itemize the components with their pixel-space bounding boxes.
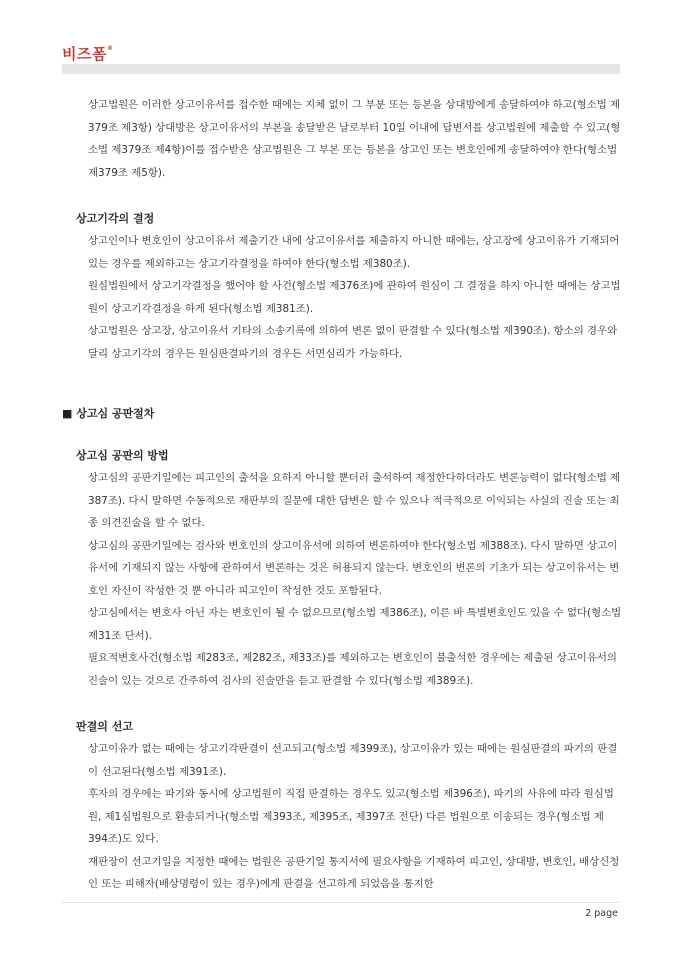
subheading: 판결의 선고 [76, 720, 133, 733]
page-header [0, 0, 680, 75]
spacer [62, 184, 622, 208]
paragraph: 후자의 경우에는 파기와 동시에 상고법원이 직접 판결하는 경우도 있고(형소법 제396조), 파기의 사유에 따라 원심법원, 제1심법원으로 환송되거나(형소법 제393조, 제395조, 제397조 전단) 다른 법원으로 이송되는 경우(형소법 제394조)도 있다. [88, 788, 614, 845]
header-divider-bar [62, 64, 620, 74]
footer-divider [62, 902, 620, 903]
paragraph: 상고심에서는 변호사 아닌 자는 변호인이 될 수 없으므로(형소법 제386조), 이른 바 특별변호인도 있을 수 없다(형소법 제31조 단서). [88, 607, 622, 642]
section-heading: ■ 상고심 공판절차 [62, 407, 155, 420]
logo-registered-mark: ® [106, 45, 114, 52]
paragraph: 상고심의 공판기일에는 검사와 변호인의 상고이유서에 의하여 변론하여야 한다(형소법 제388조). 다시 말하면 상고이유서에 기재되지 않는 사항에 관하여서 변론하는 것은 허용되지 않는다. 변호인의 변론의 기초가 되는 상고이유서는 변호인 자신이 작성한 것 뿐 아니라 피고인이 작성한 것도 포함된다. [88, 539, 620, 597]
bizform-logo [62, 43, 113, 64]
subheading: 상고심 공판의 방법 [76, 449, 169, 462]
paragraph: 원심법원에서 상고기각결정을 했어야 할 사건(형소법 제376조)에 관하여 원심이 그 결정을 하지 아니한 때에는 상고법원이 상고기각결정을 하게 된다(형소법 제381조). [88, 280, 621, 315]
subheading: 상고기각의 결정 [76, 212, 155, 225]
spacer [62, 692, 622, 716]
paragraph: 필요적변호사건(형소법 제283조, 제282조, 제33조)를 제외하고는 변호인이 불출석한 경우에는 제출된 상고이유서의 진술이 있는 것으로 간주하여 검사의 진술만을 듣고 판결할 수 있다(형소법 제389조). [88, 652, 617, 687]
document-body [62, 94, 622, 896]
paragraph: 재판장이 선고기일을 지정한 때에는 법원은 공판기일 통지서에 필요사항을 기재하여 피고인, 상대방, 변호인, 배상신청인 또는 피해자(배상명령이 있는 경우)에게 판결을 선고하게 되었음을 통지한 [88, 855, 620, 890]
paragraph: 상고인이나 변호인이 상고이유서 제출기간 내에 상고이유서를 제출하지 아니한 때에는, 상고장에 상고이유가 기재되어 있는 경우를 제외하고는 상고기각결정을 하여야 한다(형소법 제380조). [88, 235, 620, 270]
spacer [62, 365, 622, 403]
paragraph: 상고법원은 상고장, 상고이유서 기타의 소송기록에 의하여 변론 없이 판결할 수 있다(형소법 제390조). 항소의 경우와 달리 상고기각의 경우든 원심판결파기의 경우든 서면심리가 가능하다. [88, 325, 618, 360]
logo-text: 비즈폼 [62, 45, 107, 63]
spacer [62, 425, 622, 445]
page-number: 2 page [585, 908, 618, 919]
paragraph: 상고심의 공판기일에는 피고인의 출석을 요하지 아니할 뿐더러 출석하여 재정한다하더라도 변론능력이 없다(형소법 제387조). 다시 말하면 수동적으로 재판부의 질문에 대한 답변은 할 수 있으나 적극적으로 이익되는 사실의 진술 또는 최종 의견진술을 할 수 없다. [88, 472, 621, 529]
paragraph: 상고이유가 없는 때에는 상고기각판결이 선고되고(형소법 제399조), 상고이유가 있는 때에는 원심판결의 파기의 판결이 선고된다(형소법 제391조). [88, 743, 618, 778]
paragraph: 상고법원은 이러한 상고이유서를 접수한 때에는 지체 없이 그 부분 또는 등본을 상대방에게 송달하여야 하고(형소법 제379조 제3항) 상대방은 상고이유서의 부본을 송달받은 날로부터 10일 이내에 답변서를 상고법원에 제출할 수 있고(형소법 제379조 제4항)이를 접수받은 상고법원은 그 부본 또는 등본을 상고인 또는 변호인에게 송달하여야 한다(형소법 제379조 제5항). [88, 99, 621, 179]
